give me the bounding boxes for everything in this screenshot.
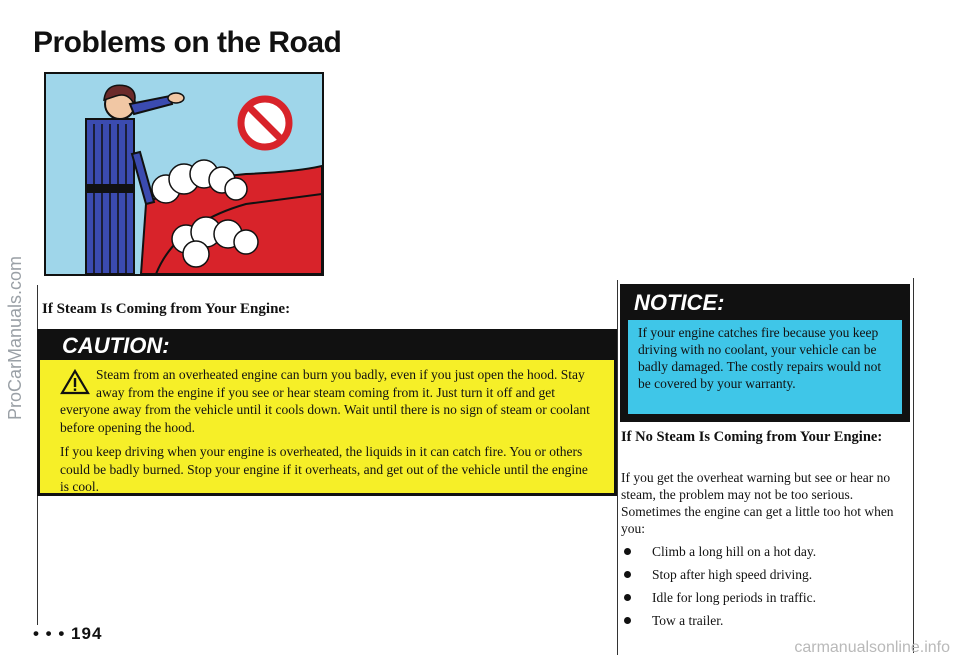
bullet-icon: [624, 571, 631, 578]
caution-paragraph-2: If you keep driving when your engine is overheated, the liquids in it can catch fire. You or others could be badly burned. Stop your engine if it overheats, and get out of the vehicle until the engine is cool.: [60, 444, 588, 494]
column-rule-right: [913, 278, 914, 653]
caution-paragraph-1: Steam from an overheated engine can burn you badly, even if you just open the hood. Stay away from the engine if you see or hear steam coming from it. Just turn it off and get everyone away from the vehicle until it cools down. Wait until there is no sign of steam or coolant before opening the hood.: [60, 367, 590, 435]
notice-title: NOTICE:: [634, 290, 725, 315]
list-item: Tow a trailer.: [624, 609, 904, 632]
no-steam-paragraph: If you get the overheat warning but see or hear no steam, the problem may not be too serious. Sometimes the engine can get a little too hot when you:: [621, 470, 894, 536]
bullet-icon: [624, 617, 631, 624]
caution-title: CAUTION:: [40, 332, 614, 360]
steam-illustration: [44, 72, 324, 276]
column-rule-middle: [617, 280, 618, 655]
prohibition-icon: [236, 94, 294, 152]
list-item: Climb a long hill on a hot day.: [624, 540, 904, 563]
bullet-icon: [624, 548, 631, 555]
notice-box: [620, 284, 910, 422]
steam-heading: If Steam Is Coming from Your Engine:: [42, 301, 291, 317]
footer-watermark: carmanualsonline.info: [794, 639, 950, 656]
caution-box: [37, 329, 617, 496]
list-item: Idle for long periods in traffic.: [624, 586, 904, 609]
no-steam-heading: If No Steam Is Coming from Your Engine:: [621, 429, 883, 445]
bullet-list: [624, 540, 904, 632]
page-number-value: 194: [71, 624, 103, 643]
warning-triangle-icon: [60, 369, 90, 395]
page-number-prefix: • • •: [33, 624, 66, 643]
notice-text: If your engine catches fire because you keep driving with no coolant, your vehicle can be badly damaged. The costly repairs would not be covered by your warranty.: [628, 320, 902, 414]
side-watermark: ProCarManuals.com: [5, 255, 25, 420]
page-number: [33, 624, 102, 644]
page-title: Problems on the Road: [33, 26, 342, 59]
list-item: Stop after high speed driving.: [624, 563, 904, 586]
bullet-icon: [624, 594, 631, 601]
